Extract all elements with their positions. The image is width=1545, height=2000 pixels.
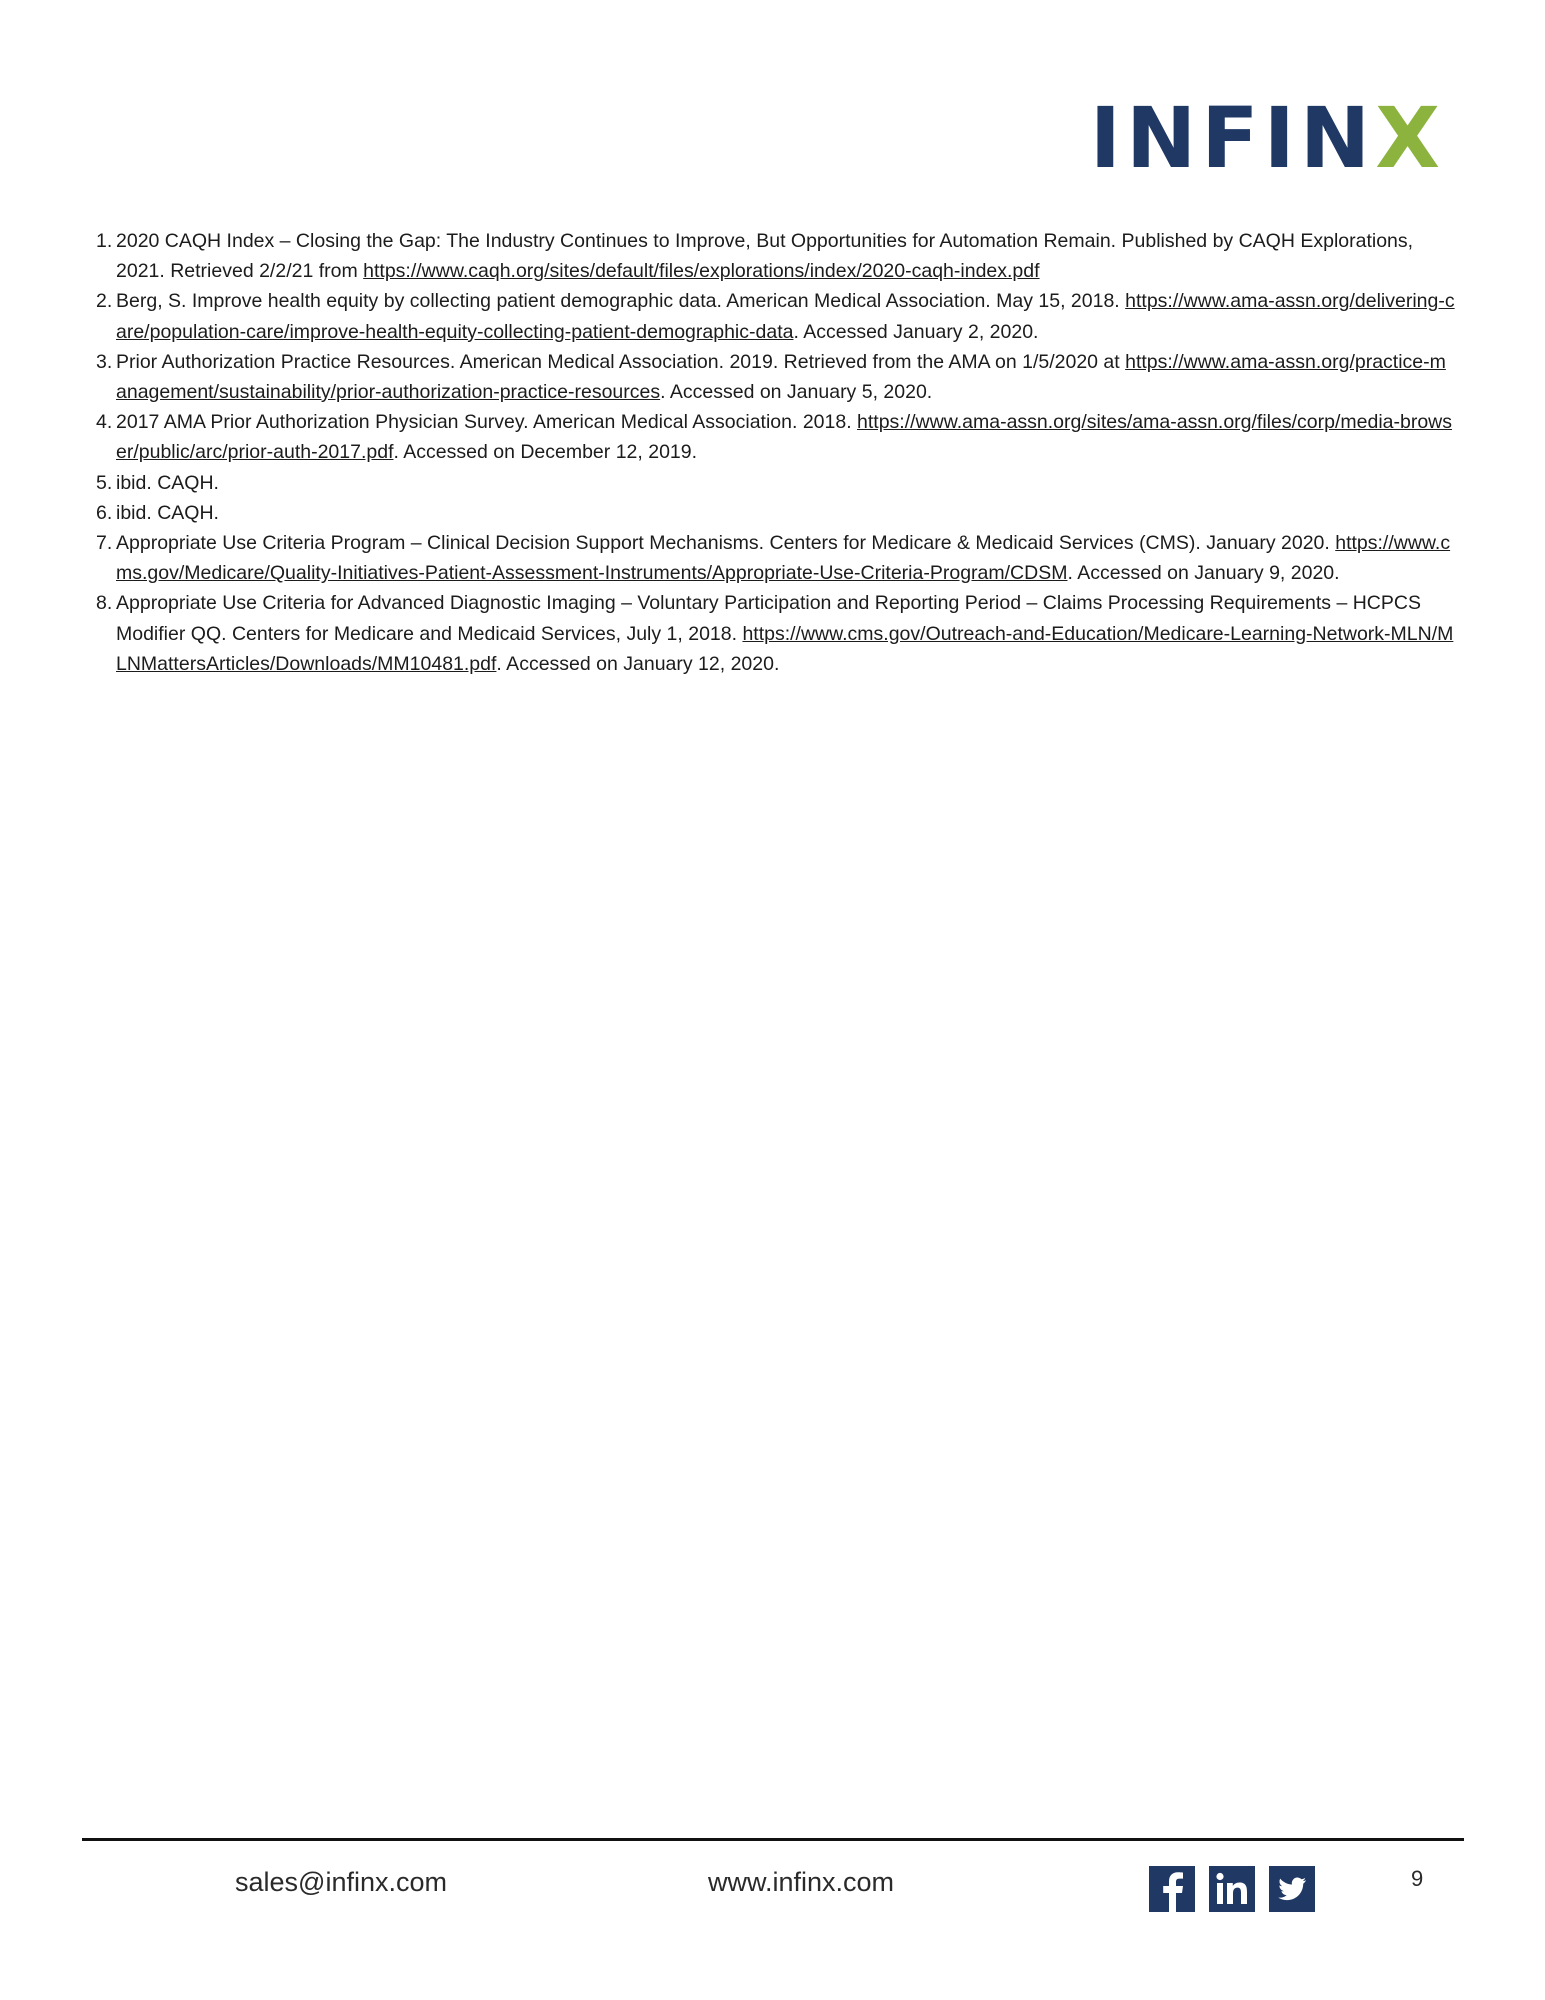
- reference-item: [96, 528, 1456, 588]
- reference-number: 1.: [96, 230, 113, 252]
- reference-suffix: . Accessed on January 9, 2020.: [1067, 562, 1340, 585]
- reference-number: 5.: [96, 471, 113, 494]
- reference-link[interactable]: https://www.ama-assn.org/sites/ama-assn.org/files/corp/media-browser/public/arc/prior-auth-2017.pdf: [116, 411, 1453, 464]
- twitter-icon[interactable]: [1269, 1866, 1315, 1912]
- footer-divider: [82, 1838, 1464, 1841]
- infinx-logo: [1089, 89, 1445, 187]
- reference-link[interactable]: https://www.ama-assn.org/practice-management/sustainability/prior-authorization-practice-resources: [116, 350, 1446, 404]
- reference-number: 4.: [96, 411, 113, 434]
- reference-link[interactable]: https://www.ama-assn.org/delivering-care/population-care/improve-health-equity-collecting-patient-demographic-data: [116, 290, 1455, 343]
- reference-text: 2020 CAQH Index – Closing the Gap: The Industry Continues to Improve, But Opportunities for Automation Remain. Published by CAQH Explorations, 2021. Retrieved 2/2/21 from: [116, 230, 1414, 283]
- reference-item: [96, 498, 1456, 528]
- reference-suffix: . Accessed on January 12, 2020.: [496, 652, 780, 675]
- reference-text: ibid. CAQH.: [116, 471, 219, 494]
- reference-text: ibid. CAQH.: [116, 501, 219, 524]
- reference-item: [96, 468, 1456, 498]
- logo-accent-text: X: [1375, 89, 1445, 187]
- reference-number: 7.: [96, 532, 113, 555]
- reference-suffix: . Accessed on January 5, 2020.: [660, 381, 933, 404]
- reference-text: Berg, S. Improve health equity by collecting patient demographic data. American Medical Association. May 15, 2018.: [116, 290, 1126, 313]
- reference-number: 6.: [96, 501, 113, 524]
- reference-text: 2017 AMA Prior Authorization Physician Survey. American Medical Association. 2018.: [116, 411, 858, 434]
- reference-text: Appropriate Use Criteria for Advanced Diagnostic Imaging – Voluntary Participation and Reporting Period – Claims Processing Requirements – HCPCS Modifier QQ. Centers for Medicare and Medicaid Services, July 1, 2018.: [116, 592, 1421, 645]
- linkedin-icon[interactable]: [1209, 1866, 1255, 1912]
- footer-email[interactable]: sales@infinx.com: [235, 1867, 447, 1897]
- reference-suffix: . Accessed January 2, 2020.: [793, 320, 1039, 343]
- reference-item: [96, 588, 1456, 679]
- reference-item: [96, 407, 1456, 467]
- reference-number: 8.: [96, 592, 113, 615]
- reference-item: [96, 286, 1456, 346]
- reference-text: Prior Authorization Practice Resources. American Medical Association. 2019. Retrieved from the AMA on 1/5/2020 at: [116, 350, 1126, 373]
- logo-main-text: INFIN: [1089, 89, 1376, 187]
- reference-number: 2.: [96, 290, 113, 313]
- reference-item: [96, 226, 1456, 286]
- references-list: [96, 226, 1456, 679]
- reference-link[interactable]: https://www.caqh.org/sites/default/files/explorations/index/2020-caqh-index.pdf: [363, 260, 1040, 283]
- reference-text: Appropriate Use Criteria Program – Clinical Decision Support Mechanisms. Centers for Medicare & Medicaid Services (CMS). January 2020.: [116, 532, 1336, 555]
- reference-suffix: . Accessed on December 12, 2019.: [393, 441, 698, 464]
- footer-website[interactable]: www.infinx.com: [708, 1867, 895, 1897]
- social-links: [1149, 1866, 1315, 1912]
- page-number: 9: [1411, 1866, 1424, 1891]
- facebook-icon[interactable]: [1149, 1866, 1195, 1912]
- reference-number: 3.: [96, 350, 113, 373]
- reference-link[interactable]: https://www.cms.gov/Outreach-and-Education/Medicare-Learning-Network-MLN/MLNMattersArticles/Downloads/MM10481.pdf: [116, 622, 1454, 675]
- reference-link[interactable]: https://www.cms.gov/Medicare/Quality-Initiatives-Patient-Assessment-Instruments/Appropriate-Use-Criteria-Program/CDSM: [116, 532, 1451, 585]
- reference-item: [96, 347, 1456, 407]
